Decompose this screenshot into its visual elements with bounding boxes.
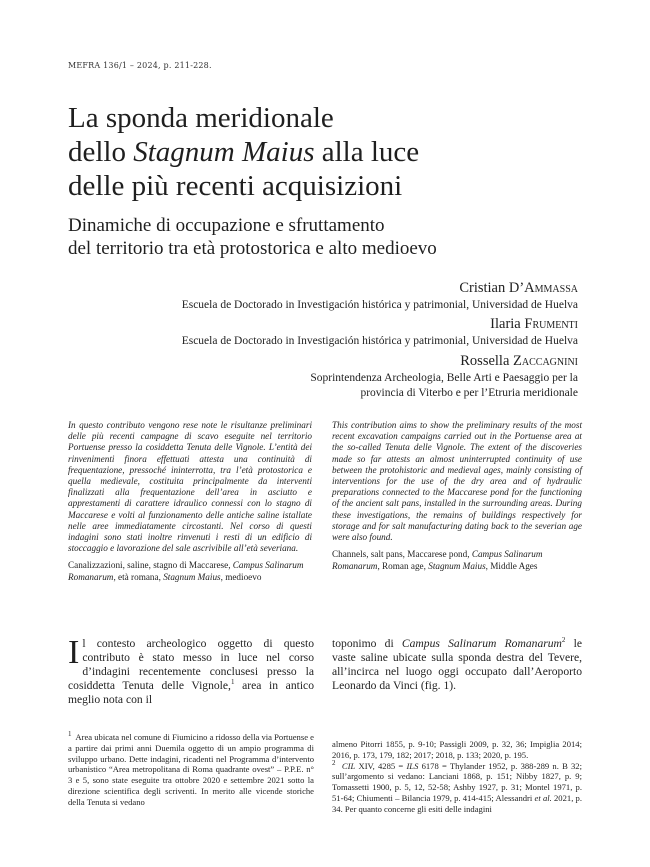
footnote-text: 6178 = Thylander 1952, p. 388-289 n. B 32; sull’argomento si vedano: Lanciani 1868, p. 151; Nibby 1827, p. 9; Tomassetti 1900, p. 5, 12, 52-58; Ashby 1927, p. 31; Montel 1971, p. 51-64; Chiumenti – Bilancia 1979, p. 414-415; Alessandri <box>332 760 582 803</box>
abstract-italian <box>68 420 312 584</box>
keywords <box>332 549 582 572</box>
abstract-text: This contribution aims to show the preliminary results of the most recent excavation campaigns carried out in the Portuense area at the so-called Tenuta delle Vignole. The extent of the discoveries made so far attests an almost uninterrupted continuity of use between the protohistoric and medieval ages, mainly consisting of interventions for the use of the dry area and of hydraulic preparations connected to the Maccarese pond for the functioning of the ancient salt pans, installed in the surrounding areas. During these investigations, the remains of buildings respectively for storage and for salt manufacturing dating back to the severian age were also found. <box>332 420 582 543</box>
author-last-name: Zaccagnini <box>513 353 578 369</box>
journal-reference: MEFRA 136/1 – 2024, p. 211-228. <box>68 61 212 70</box>
author-name <box>310 352 578 370</box>
body-italic: Campus Salinarum Romanarum <box>401 637 562 650</box>
keyword-text: , Roman age, <box>377 560 429 571</box>
keyword-italic: Campus Salinarum Romanarum <box>332 549 543 571</box>
article-title <box>68 101 568 203</box>
footnote-italic: et al. <box>534 792 552 803</box>
author-affiliation: Escuela de Doctorado in Investigación histórica y patrimonial, Universidad de Huelva <box>181 335 578 347</box>
author-block <box>310 352 578 401</box>
author-block <box>182 279 578 313</box>
footnote-number: 1 <box>68 730 72 739</box>
keyword-text: Channels, salt pans, Maccarese pond, <box>332 549 472 560</box>
author-affiliation: provincia di Viterbo e per l’Etruria meridionale <box>360 387 578 399</box>
body-column-left <box>68 634 314 707</box>
keyword-text: , età romana, <box>113 572 164 583</box>
author-block <box>182 315 578 349</box>
footnotes-left <box>68 732 314 808</box>
keywords <box>68 560 312 583</box>
footnote-ref[interactable]: 1 <box>230 678 235 687</box>
drop-cap: I <box>68 634 80 671</box>
footnote-italic: ILS <box>406 760 419 771</box>
title-italic: Stagnum Maius <box>133 136 315 168</box>
footnote-number: 2 <box>332 758 336 767</box>
author-first-name: Ilaria <box>490 316 521 332</box>
keyword-italic: Stagnum Maius <box>163 572 221 583</box>
subtitle-line-1: Dinamiche di occupazione e sfruttamento <box>68 215 385 236</box>
keyword-text: Canalizzazioni, saline, stagno di Maccarese, <box>68 560 233 571</box>
author-first-name: Cristian <box>459 280 506 296</box>
body-text: area in antico meglio nota con il <box>68 679 314 706</box>
keyword-text: , medioevo <box>220 572 262 583</box>
title-text: dello <box>68 136 134 168</box>
abstract-english <box>332 420 582 572</box>
title-text: alla luce <box>314 136 420 168</box>
body-text: toponimo di <box>332 637 402 650</box>
keyword-italic: Stagnum Maius <box>428 560 486 571</box>
footnote <box>332 758 583 815</box>
title-line-3: delle più recenti acquisizioni <box>68 170 403 202</box>
body-text: le vaste saline ubicate sulla sponda destra del Tevere, all’incirca nel luogo oggi occupato dall’Aeroporto Leonardo da Vinci (fig. 1). <box>332 637 582 692</box>
footnote-text: 2021, p. 34. Per quanto concerne gli esiti delle indagini <box>332 792 583 814</box>
footnote-continuation: almeno Pitorri 1855, p. 9-10; Passigli 2009, p. 32, 36; Impiglia 2014; 2016, p. 173, 179, 182; 2017; 2018, p. 133; 2020, p. 195. <box>332 739 582 760</box>
author-affiliation: Escuela de Doctorado in Investigación histórica y patrimonial, Universidad de Huelva <box>181 299 578 311</box>
keyword-text: , Middle Ages <box>485 560 538 571</box>
footnote-text: Area ubicata nel comune di Fiumicino a ridosso della via Portuense e a partire dai primi anni Duemila oggetto di un ampio programma di sviluppo urbano. Dette indagini, ricadenti nel Programma d’intervento urbanistico “Area metropolitana di Roma quadrante ovest” – P.P.E. n° 3 e 5, sono state eseguite tra ottobre 2020 e settembre 2021 sotto la direzione scientifica degli scriventi. In merito alle vicende storiche della Tenuta si vedano <box>68 732 314 807</box>
footnote-italic: CIL <box>341 760 356 771</box>
abstract-text: In questo contributo vengono rese note le risultanze preliminari delle più recenti campagne di scavo eseguite nel territorio Portuense presso la cosiddetta Tenuta delle Vignole. L’entità dei rinvenimenti finora effettuati attesta una continuità di frequentazione, pressoché ininterrotta, tra l’età protostorica e quella medievale, costituita principalmente da interventi finalizzati alla frequentazione dell’area in asciutto e apprestamenti di carattere idraulico connessi con lo stagno di Maccarese e volti al funzionamento delle antiche saline istallate nelle aree immediatamente circostanti. Nel corso di questi indagini sono stati inoltre rinvenuti i resti di un edificio di stoccaggio e lavorazione del sale ascrivibile all’età severiana. <box>68 420 312 554</box>
keyword-italic: Campus Salinarum Romanarum <box>68 560 304 583</box>
footnotes-right <box>332 739 582 815</box>
title-line-1: La sponda meridionale <box>68 102 334 134</box>
article-subtitle <box>68 214 588 260</box>
author-name <box>182 315 578 333</box>
footnote-text: XIV, 4285 = <box>355 760 407 771</box>
footnote-ref[interactable]: 2 <box>561 636 566 645</box>
body-column-right <box>332 637 582 693</box>
title-line-2 <box>68 135 568 169</box>
author-name <box>182 279 578 297</box>
author-last-name: Frumenti <box>524 316 578 332</box>
subtitle-line-2: del territorio tra età protostorica e alto medioevo <box>68 238 437 259</box>
body-text: l contesto archeologico oggetto di questo contributo è stato messo in luce nel corso d’indagini recentemente conclusesi presso la cosiddetta Tenuta delle Vignole, <box>68 637 314 692</box>
author-affiliation: Soprintendenza Archeologia, Belle Arti e Paesaggio per la <box>310 372 578 384</box>
author-last-name: D’Ammassa <box>508 280 578 296</box>
author-first-name: Rossella <box>460 353 510 369</box>
